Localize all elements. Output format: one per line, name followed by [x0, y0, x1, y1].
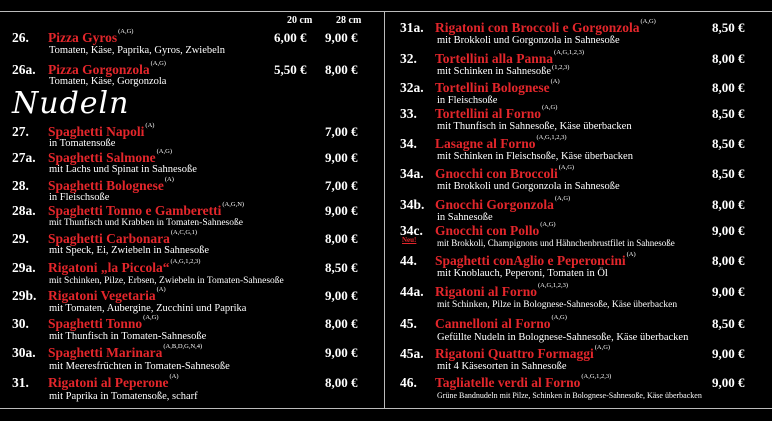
menu-item-29b [12, 288, 382, 314]
item-description: mit Schinken in Sahnesoße$^{(1,2,3)}$ [437, 64, 570, 77]
menu-item-27 [12, 124, 382, 150]
item-name: Rigatoni Vegetaria$^{(A)}$ [48, 286, 166, 303]
item-name: Tortellini alla Panna$^{(A,G,1,2,3)}$ [435, 49, 584, 66]
item-price-28cm: 8,00 € [325, 62, 358, 77]
new-badge: Neu! [402, 236, 417, 244]
item-description: mit Lachs und Spinat in Sahnesoße [49, 164, 197, 175]
item-name: Spaghetti Salmone$^{(A,G)}$ [48, 148, 172, 165]
item-price: 8,50 € [712, 20, 745, 35]
item-description: mit Brokkoli, Champignons und Hähnchenbrustfilet in Sahnesoße [437, 238, 675, 248]
item-name: Pizza Gorgonzola$^{(A,G)}$ [48, 60, 166, 77]
item-price: 9,00 € [325, 345, 358, 360]
menu-item-34c [400, 223, 768, 249]
header-20cm: 20 cm [287, 15, 313, 26]
item-price: 8,00 € [712, 253, 745, 268]
item-price: 9,00 € [325, 288, 358, 303]
item-number: 45. [400, 316, 417, 331]
item-price: 7,00 € [325, 178, 358, 193]
item-name: Rigatoni Quattro Formaggi$^{(A,G)}$ [435, 344, 611, 361]
item-price: 9,00 € [712, 223, 745, 238]
item-number: 34. [400, 136, 417, 151]
menu-item-30a [12, 345, 382, 371]
item-price: 8,50 € [712, 166, 745, 181]
item-description: mit Thunfisch in Sahnesoße, Käse überbacken [437, 121, 632, 132]
item-number: 45a. [400, 346, 424, 361]
item-number: 29b. [12, 288, 37, 303]
menu-item-29a [12, 260, 382, 286]
item-name: Lasagne al Forno$^{(A,G,1,2,3)}$ [435, 134, 567, 151]
item-name: Spaghetti Tonno$^{(A,G)}$ [48, 314, 159, 331]
menu-item-28a [12, 203, 382, 229]
item-name: Rigatoni al Forno$^{(A,G,1,2,3)}$ [435, 282, 568, 299]
item-description: mit Brokkoli und Gorgonzola in Sahnesoße [437, 181, 620, 192]
item-number: 27. [12, 124, 29, 139]
item-number: 28. [12, 178, 29, 193]
item-number: 44a. [400, 284, 424, 299]
item-number: 30. [12, 316, 29, 331]
item-description: mit Schinken, Pilze, Erbsen, Zwiebeln in Tomaten-Sahnesoße [49, 276, 284, 286]
menu-item-46 [400, 375, 768, 405]
item-price: 8,50 € [325, 260, 358, 275]
top-rule [0, 11, 772, 12]
item-number: 30a. [12, 345, 36, 360]
menu-item-44 [400, 253, 768, 279]
menu-item-34 [400, 136, 768, 162]
item-name: Rigatoni con Broccoli e Gorgonzola$^{(A,G)}$ [435, 18, 656, 35]
item-name: Pizza Gyros$^{(A,G)}$ [48, 28, 134, 45]
item-description: mit Schinken, Pilze in Bolognese-Sahnesoße, Käse überbacken [437, 300, 678, 310]
item-description: mit Paprika in Tomatensoße, scharf [49, 391, 198, 402]
item-name: Gnocchi Gorgonzola$^{(A,G)}$ [435, 195, 571, 212]
menu-item-31a [400, 20, 768, 46]
item-number: 29a. [12, 260, 36, 275]
item-price: 9,00 € [712, 375, 745, 390]
item-price: 9,00 € [712, 346, 745, 361]
item-price-20cm: 6,00 € [274, 30, 307, 45]
column-divider [384, 12, 385, 408]
menu-item-32a [400, 80, 768, 106]
item-number: 34a. [400, 166, 424, 181]
menu-item-44a [400, 284, 768, 310]
item-number: 28a. [12, 203, 36, 218]
item-name: Gnocchi con Broccoli$^{(A,G)}$ [435, 164, 575, 181]
item-name: Cannelloni al Forno$^{(A,G)}$ [435, 314, 567, 331]
item-description: mit Knoblauch, Peperoni, Tomaten in Öl [437, 268, 608, 279]
item-price: 8,00 € [325, 231, 358, 246]
item-price: 9,00 € [325, 203, 358, 218]
item-description: Tomaten, Käse, Gorgonzola [49, 76, 167, 87]
menu-item-30 [12, 316, 382, 342]
item-description: Gefüllte Nudeln in Bolognese-Sahnesoße, Käse überbacken [437, 332, 689, 343]
item-price-20cm: 5,50 € [274, 62, 307, 77]
item-price: 8,00 € [325, 375, 358, 390]
item-number: 26a. [12, 62, 36, 77]
item-name: Rigatoni „la Piccola“$^{(A,G,1,2,3)}$ [48, 258, 201, 275]
item-number: 33. [400, 106, 417, 121]
item-description: in Sahnesoße [437, 212, 493, 223]
item-description: mit Tomaten, Aubergine, Zucchini und Paprika [49, 303, 247, 314]
item-number: 34c. [400, 223, 423, 238]
item-name: Spaghetti Napoli$^{(A)}$ [48, 122, 155, 139]
menu-item-28 [12, 178, 382, 204]
item-number: 34b. [400, 197, 425, 212]
menu-item-32 [400, 51, 768, 77]
item-description: mit 4 Käsesorten in Sahnesoße [437, 361, 567, 372]
menu-item-26 [12, 30, 382, 60]
item-description: Grüne Bandnudeln mit Pilze, Schinken in Bolognese-Sahnesoße, Käse überbacken [437, 391, 702, 400]
menu-item-45a [400, 346, 768, 372]
menu-item-34a [400, 166, 768, 192]
header-28cm: 28 cm [336, 15, 362, 26]
item-name: Spaghetti Tonno e Gamberetti$^{(A,G,N)}$ [48, 201, 245, 218]
item-price: 8,00 € [712, 80, 745, 95]
item-name: Rigatoni al Peperone$^{(A)}$ [48, 373, 179, 390]
item-price: 8,00 € [712, 197, 745, 212]
item-price: 7,00 € [325, 124, 358, 139]
item-number: 31a. [400, 20, 424, 35]
menu-item-33 [400, 106, 768, 132]
item-number: 27a. [12, 150, 36, 165]
item-price: 9,00 € [712, 284, 745, 299]
menu-item-29 [12, 231, 382, 257]
menu-item-27a [12, 150, 382, 176]
item-description: mit Brokkoli und Gorgonzola in Sahnesoße [437, 35, 620, 46]
item-name: Spaghetti Marinara$^{(A,B,D,G,N,4)}$ [48, 343, 203, 360]
item-price: 8,50 € [712, 106, 745, 121]
section-title: Nudeln [12, 86, 130, 121]
item-description: mit Meeresfrüchten in Tomaten-Sahnesoße [49, 361, 230, 372]
bottom-rule [0, 408, 772, 409]
item-price: 8,50 € [712, 316, 745, 331]
item-description: mit Speck, Ei, Zwiebeln in Sahnesoße [49, 245, 210, 256]
item-name: Gnocchi con Pollo$^{(A,G)}$ [435, 221, 556, 238]
item-name: Spaghetti Bolognese$^{(A)}$ [48, 176, 174, 193]
item-price: 9,00 € [325, 150, 358, 165]
item-description: Tomaten, Käse, Paprika, Gyros, Zwiebeln [49, 45, 225, 56]
item-number: 32a. [400, 80, 424, 95]
item-price: 8,50 € [712, 136, 745, 151]
item-description: mit Schinken in Fleischsoße, Käse überbacken [437, 151, 633, 162]
item-price: 8,00 € [712, 51, 745, 66]
item-name: Spaghetti conAglio e Peperoncini$^{(A)}$ [435, 251, 636, 268]
item-description: in Fleischsoße [437, 95, 498, 106]
item-description: mit Thunfisch und Krabben in Tomaten-Sahnesoße [49, 218, 243, 228]
item-description: in Fleischsoße [49, 192, 110, 203]
item-number: 31. [12, 375, 29, 390]
item-description: in Tomatensoße [49, 138, 116, 149]
item-name: Spaghetti Carbonara$^{(A,C,G,1)}$ [48, 229, 198, 246]
item-name: Tortellini Bolognese$^{(A)}$ [435, 78, 560, 95]
menu-item-45 [400, 316, 768, 342]
item-number: 44. [400, 253, 417, 268]
item-number: 26. [12, 30, 29, 45]
item-price: 8,00 € [325, 316, 358, 331]
item-name: Tortellini al Forno$^{(A,G)}$ [435, 104, 558, 121]
item-price-28cm: 9,00 € [325, 30, 358, 45]
item-name: Tagliatelle verdi al Forno$^{(A,G,1,2,3)}$ [435, 373, 612, 390]
menu-item-34b [400, 197, 768, 223]
menu-item-31 [12, 375, 382, 405]
item-description: mit Thunfisch in Tomaten-Sahnesoße [49, 331, 207, 342]
item-number: 46. [400, 375, 417, 390]
item-number: 29. [12, 231, 29, 246]
item-number: 32. [400, 51, 417, 66]
